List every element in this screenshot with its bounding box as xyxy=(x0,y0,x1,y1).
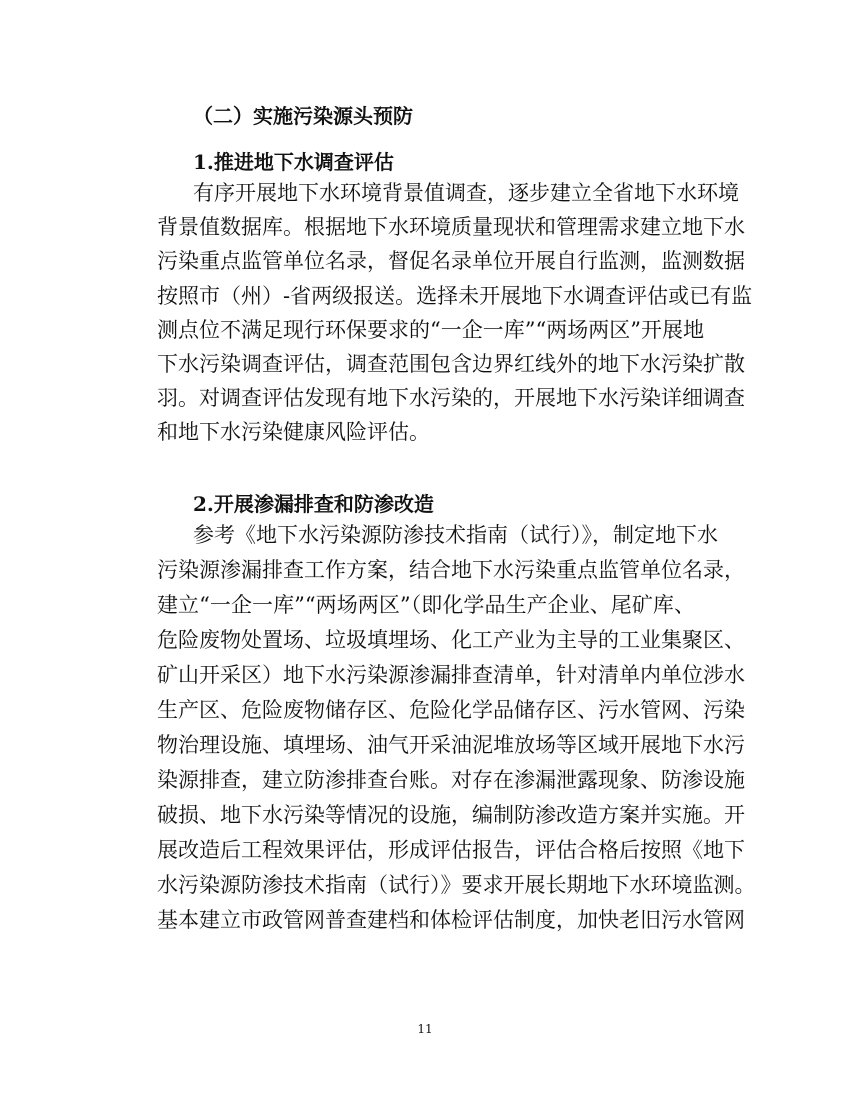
section-heading: （二）实施污染源头预防 xyxy=(193,104,413,128)
text-line: 测点位不满足现行环保要求的“一企一库”“两场两区”开展地 xyxy=(157,317,704,342)
text-line: 水污染源防渗技术指南（试行）》要求开展长期地下水环境监测。 xyxy=(157,873,756,897)
text-line: 染源排查，建立防渗排查台账。对存在渗漏泄露现象、防渗设施 xyxy=(157,768,745,792)
text-line: 展改造后工程效果评估，形成评估报告，评估合格后按照《地下 xyxy=(157,838,745,862)
text-line: 物治理设施、填埋场、油气开采油泥堆放场等区域开展地下水污 xyxy=(157,733,745,757)
subsection-heading-2: 2.开展渗漏排查和防渗改造 xyxy=(193,492,434,516)
text-line: 和地下水污染健康风险评估。 xyxy=(157,420,430,445)
page-number: 11 xyxy=(417,1022,433,1036)
text-line: 按照市（州）-省两级报送。选择未开展地下水调查评估或已有监 xyxy=(157,283,753,308)
text-line: 矿山开采区）地下水污染源渗漏排查清单，针对清单内单位涉水 xyxy=(157,663,745,687)
text-line: 建立“一企一库”“两场两区”（即化学品生产企业、尾矿库、 xyxy=(157,593,695,617)
text-line: 下水污染调查评估，调查范围包含边界红线外的地下水污染扩散 xyxy=(157,352,745,376)
text-line: 背景值数据库。根据地下水环境质量现状和管理需求建立地下水 xyxy=(157,215,745,240)
text-line: 破损、地下水污染等情况的设施，编制防渗改造方案并实施。开 xyxy=(157,803,745,827)
text-line: 参考《地下水污染源防渗技术指南（试行）》，制定地下水 xyxy=(193,523,718,547)
text-line: 有序开展地下水环境背景值调查，逐步建立全省地下水环境 xyxy=(193,181,739,205)
subsection-heading-1: 1.推进地下水调查评估 xyxy=(193,150,394,174)
text-line: 生产区、危险废物储存区、危险化学品储存区、污水管网、污染 xyxy=(157,698,745,722)
text-line: 污染重点监管单位名录，督促名录单位开展自行监测，监测数据 xyxy=(157,249,745,274)
text-line: 污染源渗漏排查工作方案，结合地下水污染重点监管单位名录， xyxy=(157,558,745,582)
text-line: 羽。对调查评估发现有地下水污染的，开展地下水污染详细调查 xyxy=(157,386,745,411)
text-line: 基本建立市政管网普查建档和体检评估制度，加快老旧污水管网 xyxy=(157,908,745,932)
text-line: 危险废物处置场、垃圾填埋场、化工产业为主导的工业集聚区、 xyxy=(157,628,745,652)
